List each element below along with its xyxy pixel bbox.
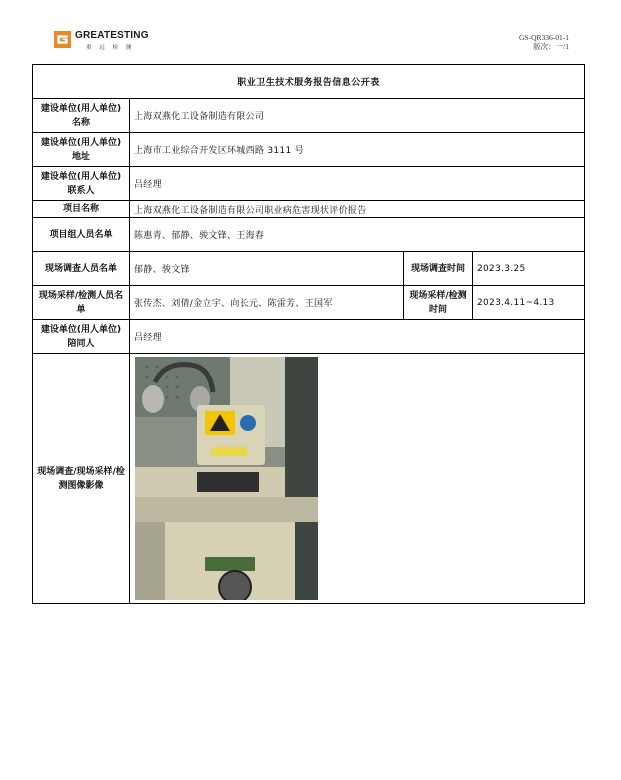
accompany-value: 吕经理 bbox=[130, 320, 585, 354]
sampling-staff-label: 现场采样/检测人员名单 bbox=[33, 286, 130, 320]
photo-label: 现场调查/现场采样/检测图像影像 bbox=[33, 354, 130, 604]
table-row bbox=[33, 167, 585, 201]
unit-name-label: 建设单位(用人单位) 名称 bbox=[33, 99, 130, 133]
table-row bbox=[33, 201, 585, 218]
sampling-time-value: 2023.4.11~4.13 bbox=[473, 286, 585, 320]
greatesting-logo-icon bbox=[54, 31, 71, 48]
logo-name: GREATESTING bbox=[75, 30, 149, 41]
project-name-value: 上海双燕化工设备制造有限公司职业病危害现状评价报告 bbox=[130, 201, 585, 218]
info-table bbox=[32, 64, 585, 604]
table-row bbox=[33, 218, 585, 252]
team-members-value: 陈惠青、郁静、骏文锋、王海春 bbox=[130, 218, 585, 252]
survey-staff-value: 郁静、骏文锋 bbox=[130, 252, 404, 286]
accompany-label: 建设单位(用人单位) 陪同人 bbox=[33, 320, 130, 354]
table-row bbox=[33, 99, 585, 133]
unit-address-value: 上海市工业综合开发区环城西路 3111 号 bbox=[130, 133, 585, 167]
version-value: 一/1 bbox=[555, 42, 569, 51]
title-row bbox=[33, 65, 585, 99]
survey-staff-label: 现场调查人员名单 bbox=[33, 252, 130, 286]
version-label: 版次： bbox=[533, 42, 556, 51]
unit-address-label: 建设单位(用人单位) 地址 bbox=[33, 133, 130, 167]
document-code-block bbox=[519, 33, 569, 51]
survey-time-value: 2023.3.25 bbox=[473, 252, 585, 286]
unit-contact-value: 吕经理 bbox=[130, 167, 585, 201]
table-row bbox=[33, 133, 585, 167]
table-row bbox=[33, 252, 585, 286]
document-code: GS-QR336-01-1 bbox=[519, 33, 569, 42]
unit-contact-label: 建设单位(用人单位) 联系人 bbox=[33, 167, 130, 201]
table-row bbox=[33, 320, 585, 354]
sampling-staff-value: 张传杰、刘倩/金立宇、向长元、陈雷芳、王国军 bbox=[130, 286, 404, 320]
unit-name-value: 上海双燕化工设备制造有限公司 bbox=[130, 99, 585, 133]
team-members-label: 项目组人员名单 bbox=[33, 218, 130, 252]
version-line bbox=[519, 42, 569, 51]
table-row bbox=[33, 354, 585, 604]
table-row bbox=[33, 286, 585, 320]
sampling-time-label: 现场采样/检测时间 bbox=[404, 286, 473, 320]
company-logo bbox=[54, 28, 154, 52]
logo-subtext: 重 远 检 测 bbox=[86, 45, 135, 51]
site-photo-grinding-machine bbox=[135, 357, 318, 600]
form-title: 职业卫生技术服务报告信息公开表 bbox=[33, 65, 585, 99]
project-name-label: 项目名称 bbox=[33, 201, 130, 218]
survey-time-label: 现场调查时间 bbox=[404, 252, 473, 286]
photo-cell bbox=[130, 354, 585, 604]
